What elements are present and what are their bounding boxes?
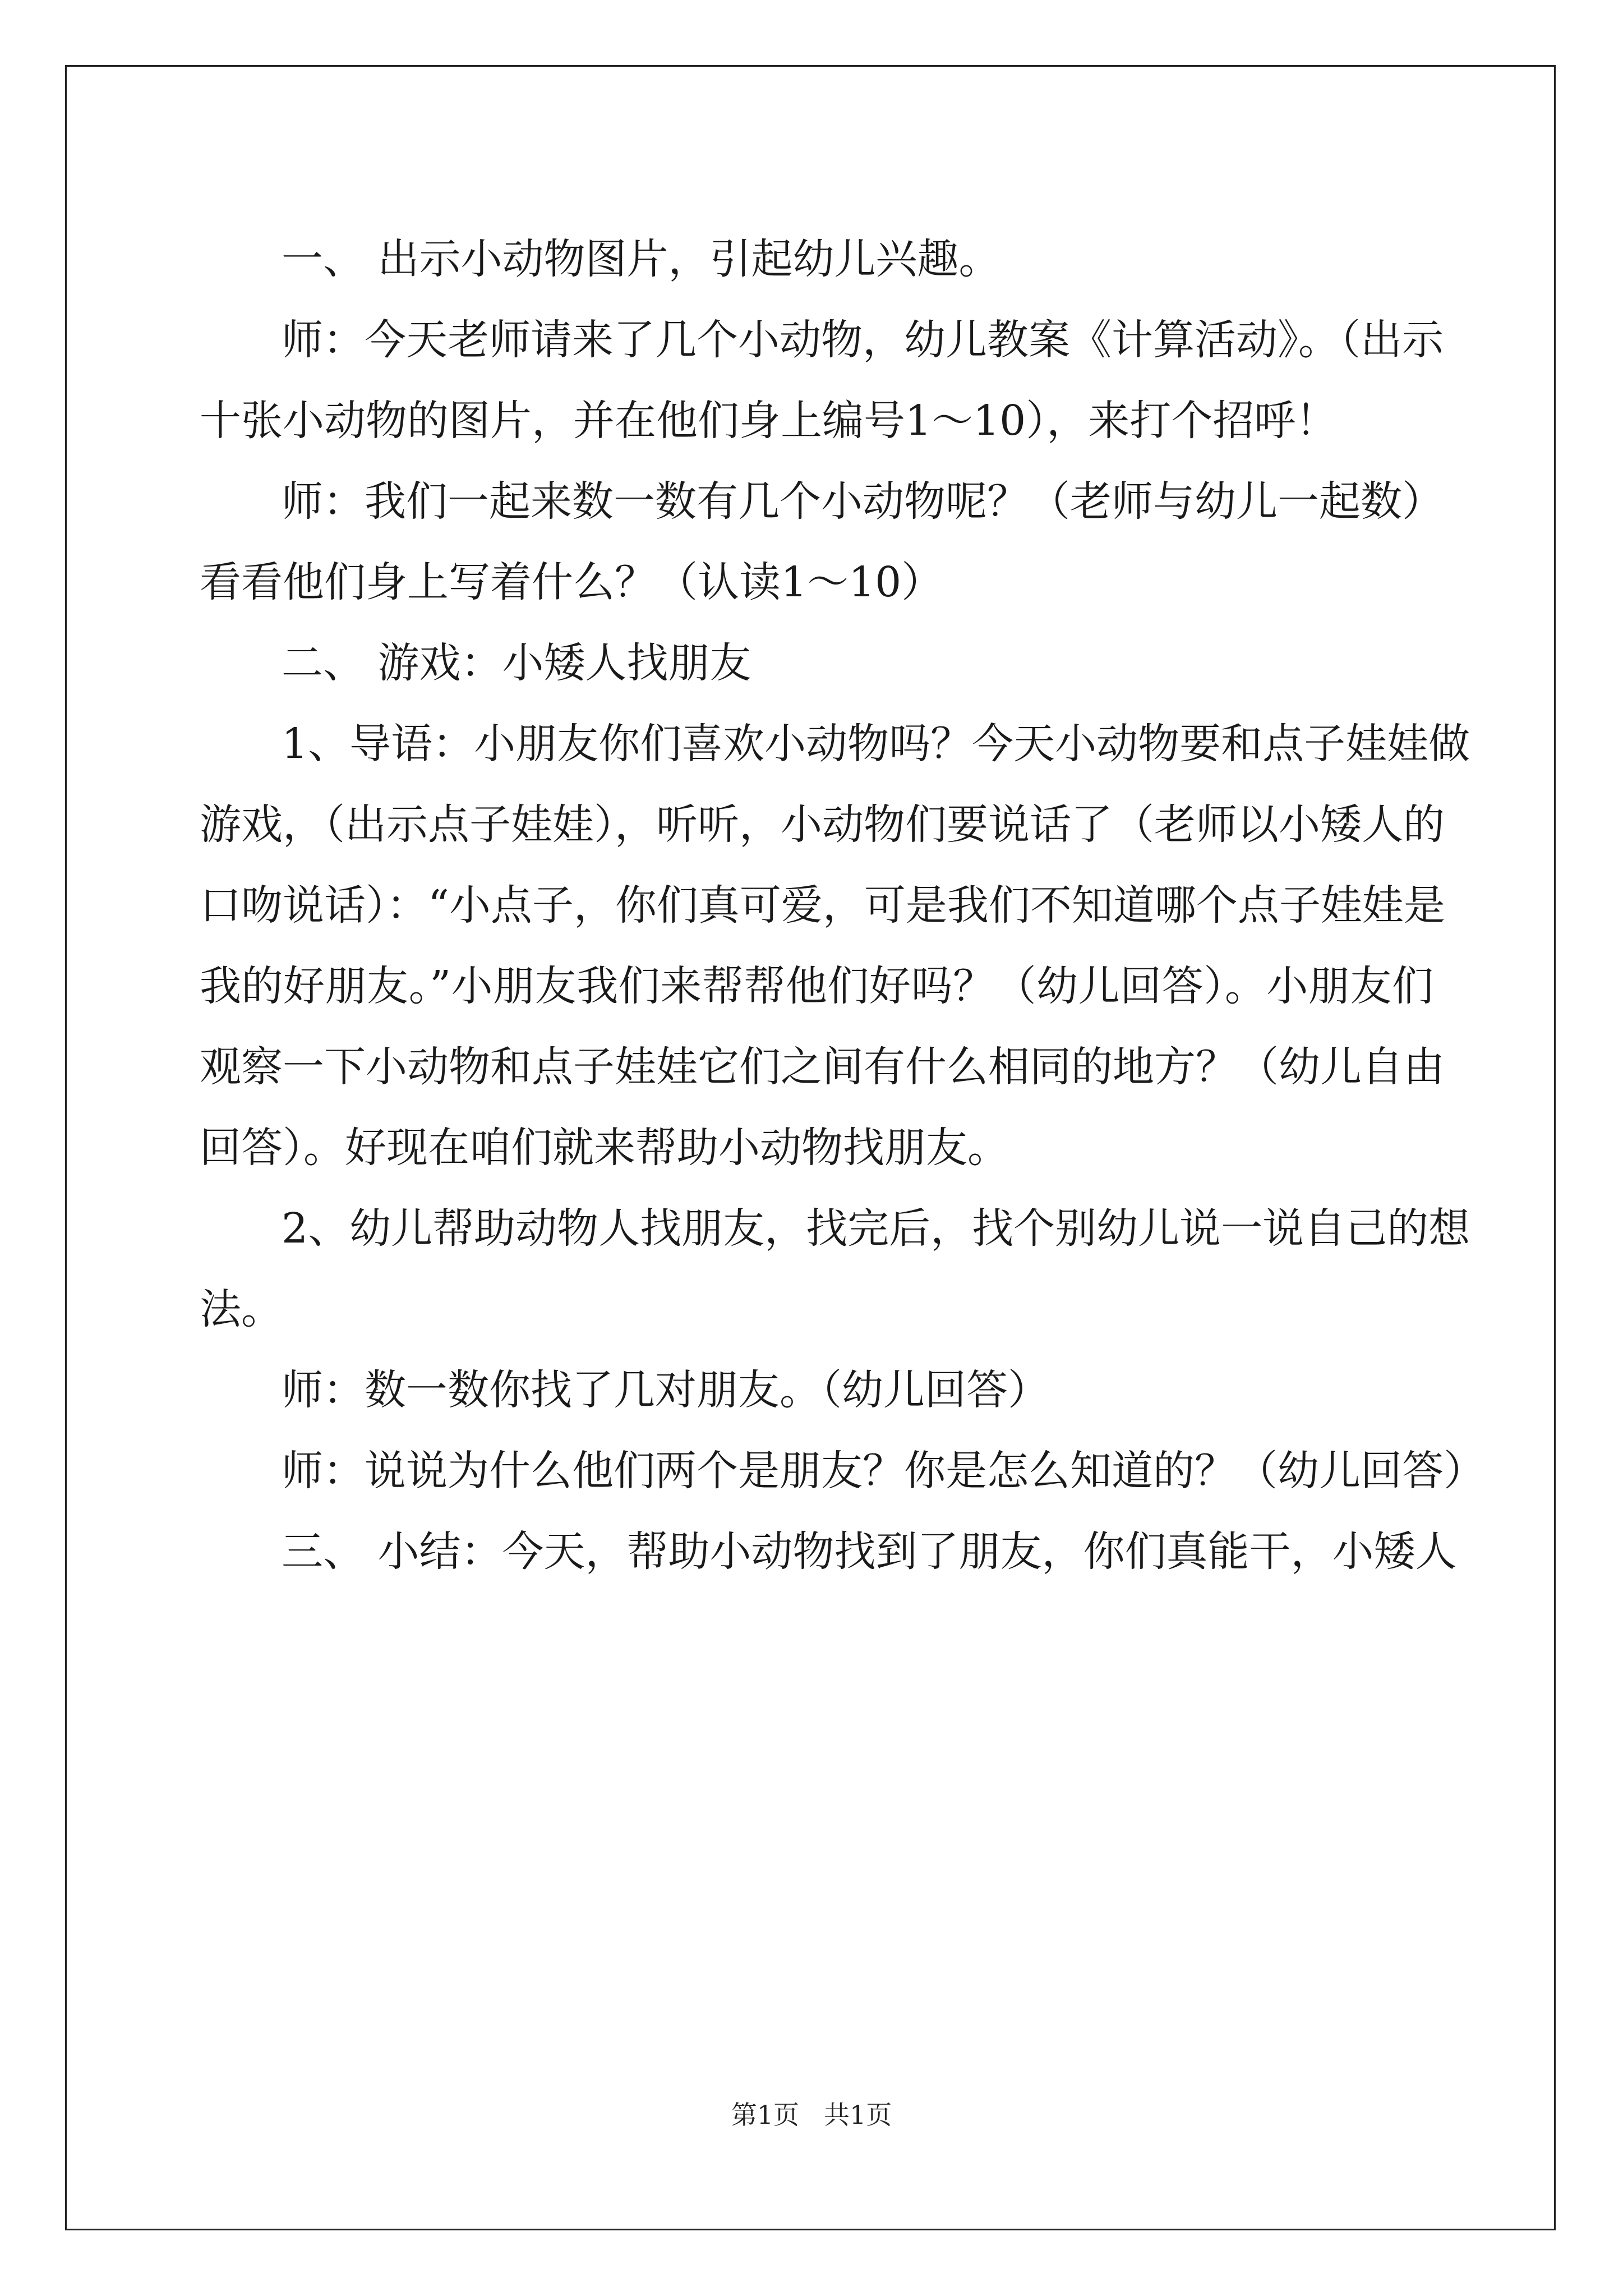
text-line: 1、导语：小朋友你们喜欢小动物吗？今天小动物要和点子娃娃做 <box>282 720 1470 768</box>
page-total: 共1页 <box>823 2100 892 2130</box>
text-line: 三、 小结：今天，帮助小动物找到了朋友，你们真能干，小矮人 <box>282 1527 1457 1576</box>
document-body <box>200 219 1485 1592</box>
text-line: 游戏，（出示点子娃娃），听听，小动物们要说话了（老师以小矮人的 <box>200 800 1445 849</box>
text-line: 看看他们身上写着什么？（认读1～10） <box>200 558 943 606</box>
text-line: 观察一下小动物和点子娃娃它们之间有什么相同的地方？（幼儿自由 <box>200 1043 1445 1091</box>
text-line: 回答）。好现在咱们就来帮助小动物找朋友。 <box>200 1124 1009 1172</box>
text-line: 师：说说为什么他们两个是朋友？你是怎么知道的？（幼儿回答） <box>282 1447 1485 1495</box>
text-line: 2、幼儿帮助动物人找朋友，找完后，找个别幼儿说一说自己的想 <box>282 1204 1470 1253</box>
text-line: 法。 <box>200 1285 283 1333</box>
text-line: 师：今天老师请来了几个小动物，幼儿教案《计算活动》。（出示 <box>282 316 1444 364</box>
text-line: 十张小动物的图片，并在他们身上编号1～10），来打个招呼！ <box>200 397 1338 445</box>
text-line: 口吻说话）：“小点子，你们真可爱，可是我们不知道哪个点子娃娃是 <box>200 881 1445 930</box>
text-line: 二、 游戏：小矮人找朋友 <box>282 639 751 687</box>
page-footer <box>0 2098 1623 2132</box>
text-line: 师：数一数你找了几对朋友。（幼儿回答） <box>282 1366 1049 1414</box>
text-line: 一、 出示小动物图片，引起幼儿兴趣。 <box>282 235 1000 283</box>
text-line: 师：我们一起来数一数有几个小动物呢？（老师与幼儿一起数） <box>282 477 1444 526</box>
page-number: 第1页 <box>731 2100 800 2130</box>
text-line: 我的好朋友。”小朋友我们来帮帮他们好吗？（幼儿回答）。小朋友们 <box>200 962 1433 1010</box>
